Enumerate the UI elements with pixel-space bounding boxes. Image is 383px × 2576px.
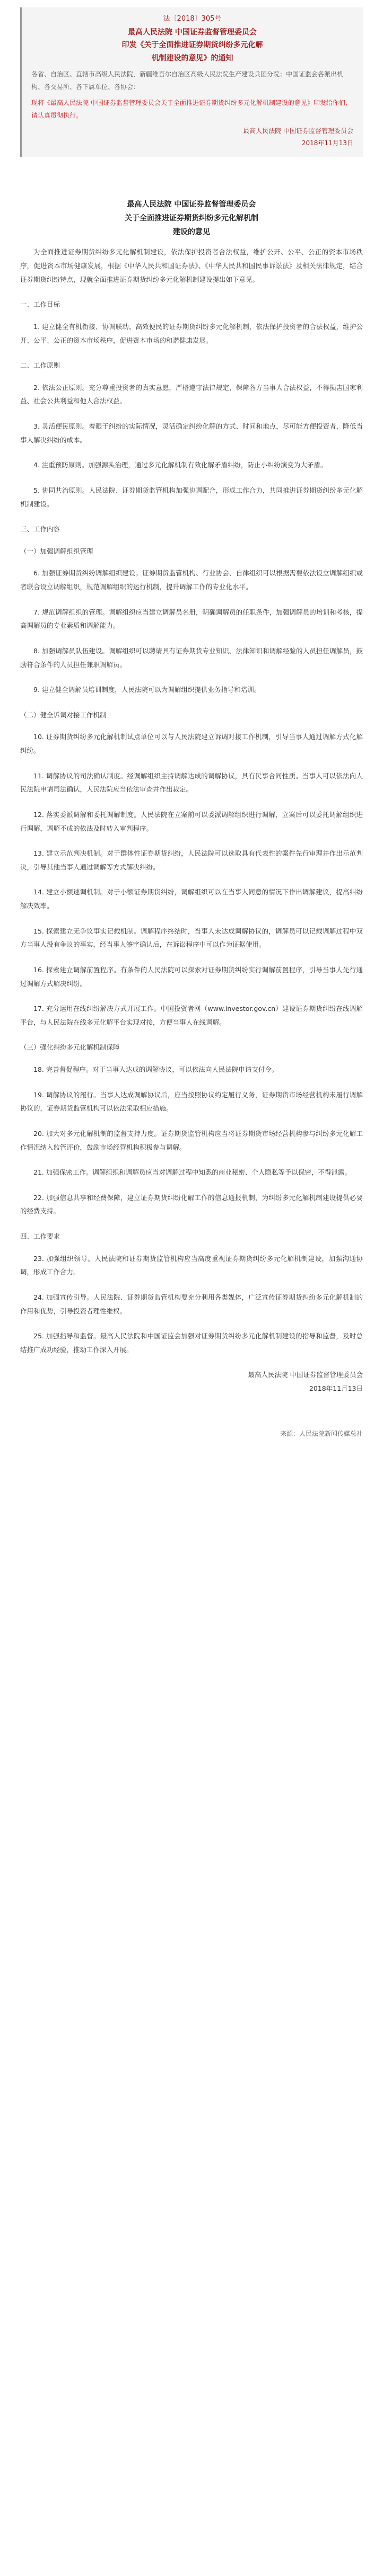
section-heading-1: 一、工作目标 <box>20 300 60 309</box>
paragraph: 24. 加强宣传引导。人民法院、证券期货监管机构要充分利用各类媒体，广泛宣传证券期货纠纷多元化解机制的作用和优势，引导投资者理性维权。 <box>20 1293 363 1315</box>
paragraph: 11. 调解协议的司法确认制度。经调解组织主持调解达成的调解协议，具有民事合同性质。当事人可以依法向人民法院申请司法确认，人民法院应当依法审查并作出裁定。 <box>20 771 363 794</box>
paragraph: 6. 加强证券期货纠纷调解组织建设。证券期货监管机构、行业协会、自律组织可以根据需要依法设立调解组织或者联合设立调解组织，规范调解组织的运行机制，提升调解工作的专业化水平。 <box>20 569 363 591</box>
notice-body-text: 现将《最高人民法院 中国证券监督管理委员会关于全面推进证券期货纠纷多元化解机制建设的意见》印发给你们，请认真贯彻执行。 <box>31 99 352 120</box>
document-title-line-3: 建设的意见 <box>173 227 210 236</box>
paragraph: 12. 落实委派调解和委托调解制度。人民法院在立案前可以委派调解组织进行调解，立案后可以委托调解组织进行调解，调解不成的依法及时转入审判程序。 <box>20 810 363 832</box>
article-source: 来源：人民法院新闻传媒总社 <box>280 1429 363 1437</box>
document-signature: 最高人民法院 中国证券监督管理委员会 <box>248 1371 363 1379</box>
subsection-heading-1: （一）加强调解组织管理 <box>20 547 93 555</box>
paragraph: 8. 加强调解员队伍建设。调解组织可以聘请具有证券期货专业知识、法律知识和调解经验的人员担任调解员，鼓励符合条件的人员担任兼职调解员。 <box>20 646 363 669</box>
notice-signature: 最高人民法院 中国证券监督管理委员会 <box>243 127 353 135</box>
paragraph: 4. 注重预防原则。加强源头治理，通过多元化解机制有效化解矛盾纠纷，防止小纠纷演变为大矛盾。 <box>33 461 327 469</box>
paragraph: 17. 充分运用在线纠纷解决方式开展工作。中国投资者网（www.investor.gov.cn）建设证券期货纠纷在线调解平台，与人民法院在线多元化解平台实现对接，方便当事人在线调解。 <box>20 1005 363 1026</box>
notice-title <box>31 26 353 65</box>
notice-title-line-1: 最高人民法院 中国证券监督管理委员会 <box>128 28 257 37</box>
document-body <box>20 245 363 1440</box>
notice-title-line-2: 印发《关于全面推进证券期货纠纷多元化解 <box>121 41 263 50</box>
paragraph: 10. 证券期货纠纷多元化解机制试点单位可以与人民法院建立诉调对接工作机制，引导当事人通过调解方式化解纠纷。 <box>20 733 363 755</box>
paragraph: 16. 探索建立调解前置程序。有条件的人民法院可以探索对证券期货纠纷实行调解前置程序，引导当事人先行通过调解方式解决纠纷。 <box>20 965 363 988</box>
paragraph: 18. 完善督促程序。对于当事人达成的调解协议，可以依法向人民法院申请支付令。 <box>33 1065 278 1074</box>
paragraph: 3. 灵活便民原则。着眼于纠纷的实际情况，灵活确定纠纷化解的方式、时间和地点，尽可能方便投资者，降低当事人解决纠纷的成本。 <box>20 422 363 444</box>
section-heading-4: 四、工作要求 <box>20 1232 60 1241</box>
paragraph: 20. 加大对多元化解机制的监督支持力度。证券期货监管机构应当将证券期货市场经营机构参与纠纷多元化解工作情况纳入监管评价，鼓励市场经营机构积极参与调解。 <box>20 1129 363 1151</box>
paragraph: 1. 建立健全有机衔接、协调联动、高效便民的证券期货纠纷多元化解机制，依法保护投资者的合法权益，维护公开、公平、公正的资本市场秩序，促进资本市场的和谐健康发展。 <box>20 322 363 344</box>
paragraph: 13. 建立示范判决机制。对于群体性证券期货纠纷，人民法院可以选取具有代表性的案件先行审理并作出示范判决，引导其他当事人通过调解等方式解决纠纷。 <box>20 849 363 871</box>
paragraph: 21. 加强保密工作。调解组织和调解员应当对调解过程中知悉的商业秘密、个人隐私等予以保密，不得泄露。 <box>33 1168 351 1177</box>
paragraph: 23. 加强组织领导。人民法院和证券期货监管机构应当高度重视证券期货纠纷多元化解机制建设，加强沟通协调，形成工作合力。 <box>20 1254 363 1276</box>
section-heading-3: 三、工作内容 <box>20 525 60 534</box>
notice-recipients: 各省、自治区、直辖市高级人民法院，新疆维吾尔自治区高级人民法院生产建设兵团分院；中国证监会各派出机构、各交易所、各下属单位、各协会： <box>31 70 344 91</box>
notice-body <box>31 96 353 122</box>
document-title-line-2: 关于全面推进证券期货纠纷多元化解机制 <box>125 214 258 223</box>
notice-doc-number: 法〔2018〕305号 <box>163 15 222 23</box>
notice-title-line-3: 机制建设的意见》的通知 <box>151 54 233 63</box>
subsection-heading-3: （三）强化纠纷多元化解机制保障 <box>20 1043 120 1052</box>
document-title-line-1: 最高人民法院 中国证券监督管理委员会 <box>127 200 256 209</box>
paragraph: 7. 规范调解组织的管理。调解组织应当建立调解员名册，明确调解员的任职条件，加强调解员的培训和考核，提高调解员的专业素质和调解能力。 <box>20 608 363 630</box>
notice-date: 2018年11月13日 <box>301 139 353 147</box>
document-title <box>20 198 363 239</box>
paragraph: 2. 依法公正原则。充分尊重投资者的真实意愿，严格遵守法律规定，保障各方当事人合法权益，不得损害国家利益、社会公共利益和他人合法权益。 <box>20 383 363 405</box>
section-heading-2: 二、工作原则 <box>20 361 60 370</box>
paragraph: 25. 加强指导和监督。最高人民法院和中国证监会加强对证券期货纠纷多元化解机制建设的指导和监督，及时总结推广成功经验，推动工作深入开展。 <box>20 1332 363 1354</box>
document-intro: 为全面推进证券期货纠纷多元化解机制建设，依法保护投资者合法权益，维护公开、公平、公正的资本市场秩序，促进资本市场健康发展，根据《中华人民共和国证券法》、《中华人民共和国民事诉讼法》及相关法律规定，结合证券期货纠纷特点，现就全面推进证券期货纠纷多元化解机制建设提出如下意见。 <box>20 248 363 283</box>
subsection-heading-2: （二）健全诉调对接工作机制 <box>20 710 107 719</box>
paragraph: 5. 协同共治原则。人民法院、证券期货监管机构加强协调配合，形成工作合力，共同推进证券期货纠纷多元化解机制建设。 <box>20 486 363 508</box>
paragraph: 22. 加强信息共享和经费保障，建立证券期货纠纷化解工作的信息通报机制，为纠纷多元化解机制建设提供必要的经费支持。 <box>20 1193 363 1215</box>
article-page <box>0 7 383 1514</box>
document-date: 2018年11月13日 <box>309 1384 363 1393</box>
notice-box <box>20 7 363 157</box>
paragraph: 9. 建立健全调解员培训制度，人民法院可以为调解组织提供业务指导和培训。 <box>33 686 261 694</box>
paragraph: 14. 建立小额速调机制。对于小额证券期货纠纷，调解组织可以在当事人同意的情况下作出调解建议，提高纠纷解决效率。 <box>20 888 363 910</box>
paragraph: 19. 调解协议的履行。当事人达成调解协议后，应当按照协议约定履行义务，证券期货市场经营机构未履行调解协议的，证券期货监管机构可以依法采取相应措施。 <box>20 1090 363 1113</box>
paragraph: 15. 探索建立无争议事实记载机制。调解程序终结时，当事人未达成调解协议的，调解员可以记载调解过程中双方当事人没有争议的事实，经当事人签字确认后，在诉讼程序中可以作为证据使用。 <box>20 927 363 949</box>
